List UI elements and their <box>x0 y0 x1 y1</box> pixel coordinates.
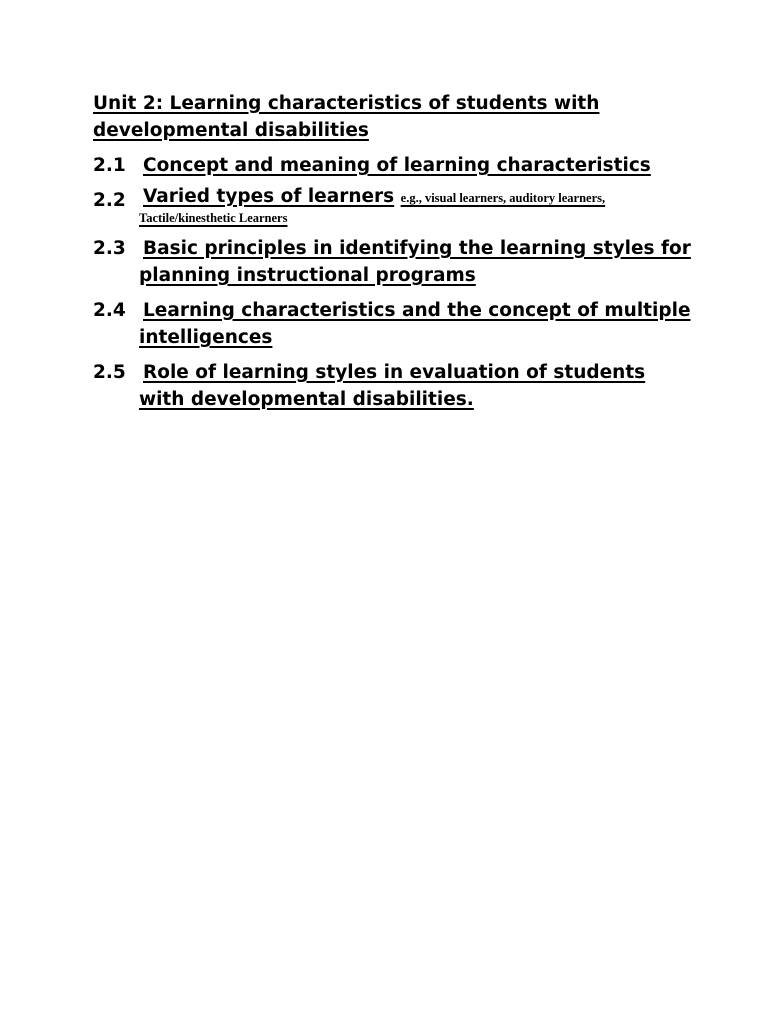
item-text-wrapper <box>139 187 693 227</box>
item-text-wrapper <box>139 235 693 289</box>
item-note: e.g., visual learners, auditory learners, Tactile/kinesthetic Learners <box>139 191 606 225</box>
list-item-2-4 <box>93 297 693 351</box>
item-text: Concept and meaning of learning characteristics <box>143 155 651 176</box>
list-item-2-2 <box>93 187 693 227</box>
item-number: 2.4 <box>93 300 126 321</box>
item-text: Basic principles in identifying the learning styles for planning instructional programs <box>139 238 691 286</box>
item-text: Varied types of learners <box>143 186 395 207</box>
list-item-2-3 <box>93 235 693 289</box>
item-text-wrapper <box>139 297 693 351</box>
item-number: 2.2 <box>93 190 126 211</box>
item-number: 2.1 <box>93 155 126 176</box>
list-item-2-1 <box>93 152 693 179</box>
item-number: 2.3 <box>93 238 126 259</box>
unit-title <box>93 90 693 144</box>
item-number: 2.5 <box>93 362 126 383</box>
item-text-wrapper <box>139 359 693 413</box>
item-text: Learning characteristics and the concept of multiple intelligences <box>139 300 691 348</box>
unit-title-text: Unit 2: Learning characteristics of students with developmental disabilities <box>93 93 600 141</box>
item-text-wrapper <box>139 152 693 179</box>
document-content <box>93 90 693 421</box>
item-text: Role of learning styles in evaluation of students with developmental disabilities. <box>139 362 646 410</box>
list-item-2-5 <box>93 359 693 413</box>
